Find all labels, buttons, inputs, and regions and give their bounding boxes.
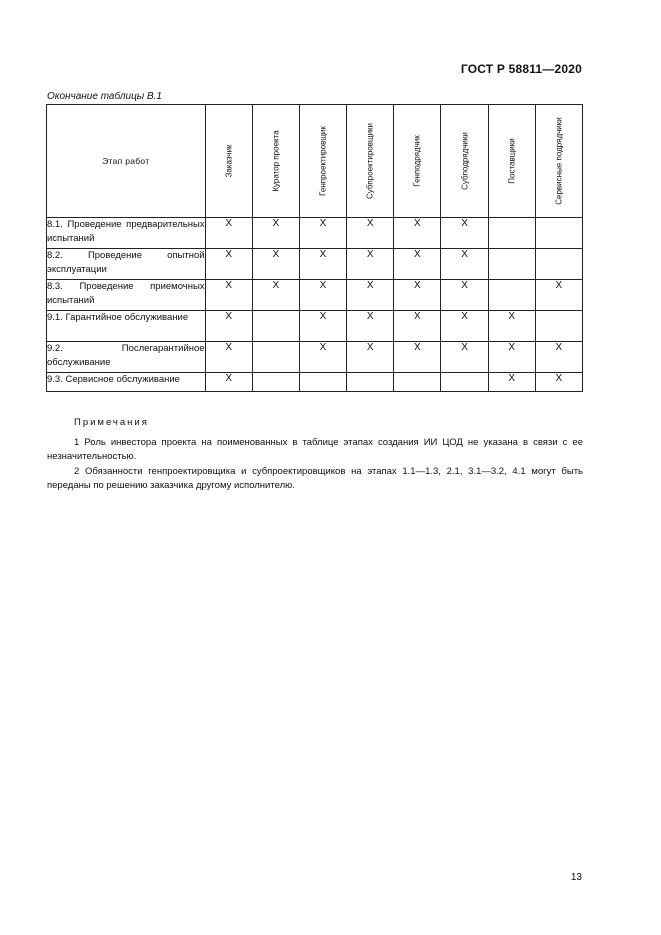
table-header-row — [47, 105, 583, 218]
column-header-label: Генподрядчик — [412, 135, 422, 187]
document-code: ГОСТ Р 58811—2020 — [460, 62, 582, 76]
mark-cell: X — [347, 280, 394, 311]
table-row — [47, 373, 583, 392]
table-row — [47, 218, 583, 249]
mark-cell: X — [394, 342, 441, 373]
mark-cell — [252, 373, 299, 392]
table-row — [47, 342, 583, 373]
mark-cell: X — [488, 373, 535, 392]
column-header-sub-designers — [347, 105, 394, 218]
mark-cell: X — [394, 249, 441, 280]
column-header-general-designer — [299, 105, 346, 218]
mark-cell — [441, 373, 488, 392]
table-row — [47, 311, 583, 342]
mark-cell: X — [299, 342, 346, 373]
stage-column-header: Этап работ — [47, 105, 206, 218]
mark-cell: X — [252, 249, 299, 280]
page-number: 13 — [570, 872, 582, 883]
mark-cell — [252, 342, 299, 373]
column-header-service-contractors — [535, 105, 582, 218]
mark-cell — [488, 249, 535, 280]
mark-cell: X — [535, 373, 582, 392]
mark-cell: X — [252, 280, 299, 311]
mark-cell: X — [299, 249, 346, 280]
column-header-customer — [205, 105, 252, 218]
mark-cell — [252, 311, 299, 342]
stage-cell: 9.1. Гарантийное обслуживание — [47, 311, 206, 342]
mark-cell — [299, 373, 346, 392]
mark-cell: X — [347, 218, 394, 249]
mark-cell: X — [299, 311, 346, 342]
column-header-label: Поставщики — [507, 138, 517, 184]
mark-cell — [535, 311, 582, 342]
stage-cell: 8.1. Проведение предварительных испытаний — [47, 218, 206, 249]
column-header-suppliers — [488, 105, 535, 218]
mark-cell: X — [205, 311, 252, 342]
mark-cell: X — [347, 311, 394, 342]
mark-cell: X — [205, 218, 252, 249]
mark-cell: X — [205, 342, 252, 373]
table-row — [47, 249, 583, 280]
mark-cell: X — [299, 218, 346, 249]
column-header-label: Куратор проекта — [271, 130, 281, 192]
table-row — [47, 280, 583, 311]
note-item: 1 Роль инвестора проекта на поименованных в таблице этапах создания ИИ ЦОД не указана в связи с ее незначительностью. — [47, 437, 583, 462]
mark-cell: X — [205, 373, 252, 392]
mark-cell: X — [347, 342, 394, 373]
mark-cell: X — [394, 218, 441, 249]
column-header-label: Субподрядчики — [460, 132, 470, 190]
mark-cell — [488, 280, 535, 311]
mark-cell: X — [205, 280, 252, 311]
column-header-label: Генпроектировщик — [318, 126, 328, 196]
mark-cell — [347, 373, 394, 392]
mark-cell: X — [394, 311, 441, 342]
table-caption: Окончание таблицы В.1 — [47, 91, 162, 102]
mark-cell: X — [205, 249, 252, 280]
stage-cell: 9.2. Послегарантийное обслуживание — [47, 342, 206, 373]
mark-cell: X — [394, 280, 441, 311]
mark-cell: X — [535, 280, 582, 311]
stage-cell: 9.3. Сервисное обслуживание — [47, 373, 206, 392]
mark-cell — [535, 249, 582, 280]
column-header-label: Заказчик — [224, 144, 234, 178]
column-header-subcontractors — [441, 105, 488, 218]
column-header-general-contractor — [394, 105, 441, 218]
column-header-label: Субпроектировщики — [365, 122, 375, 200]
notes-section — [47, 416, 583, 494]
stage-cell: 8.2. Проведение опытной эксплуатации — [47, 249, 206, 280]
stage-cell: 8.3. Проведение приемочных испытаний — [47, 280, 206, 311]
mark-cell — [535, 218, 582, 249]
mark-cell — [394, 373, 441, 392]
column-header-project-curator — [252, 105, 299, 218]
notes-heading: Примечания — [74, 417, 149, 428]
mark-cell: X — [347, 249, 394, 280]
mark-cell: X — [252, 218, 299, 249]
mark-cell: X — [299, 280, 346, 311]
column-header-label: Сервисные подрядчики — [554, 117, 564, 205]
mark-cell: X — [441, 218, 488, 249]
mark-cell: X — [441, 342, 488, 373]
mark-cell — [488, 218, 535, 249]
note-item: 2 Обязанности генпроектировщика и субпроектировщиков на этапах 1.1—1.3, 2.1, 3.1—3.2, 4.1 могут быть переданы по решению заказчика другому исполнителю. — [47, 466, 583, 491]
mark-cell: X — [441, 311, 488, 342]
mark-cell: X — [535, 342, 582, 373]
mark-cell: X — [488, 342, 535, 373]
mark-cell: X — [488, 311, 535, 342]
mark-cell: X — [441, 249, 488, 280]
responsibility-table — [46, 104, 583, 392]
mark-cell: X — [441, 280, 488, 311]
